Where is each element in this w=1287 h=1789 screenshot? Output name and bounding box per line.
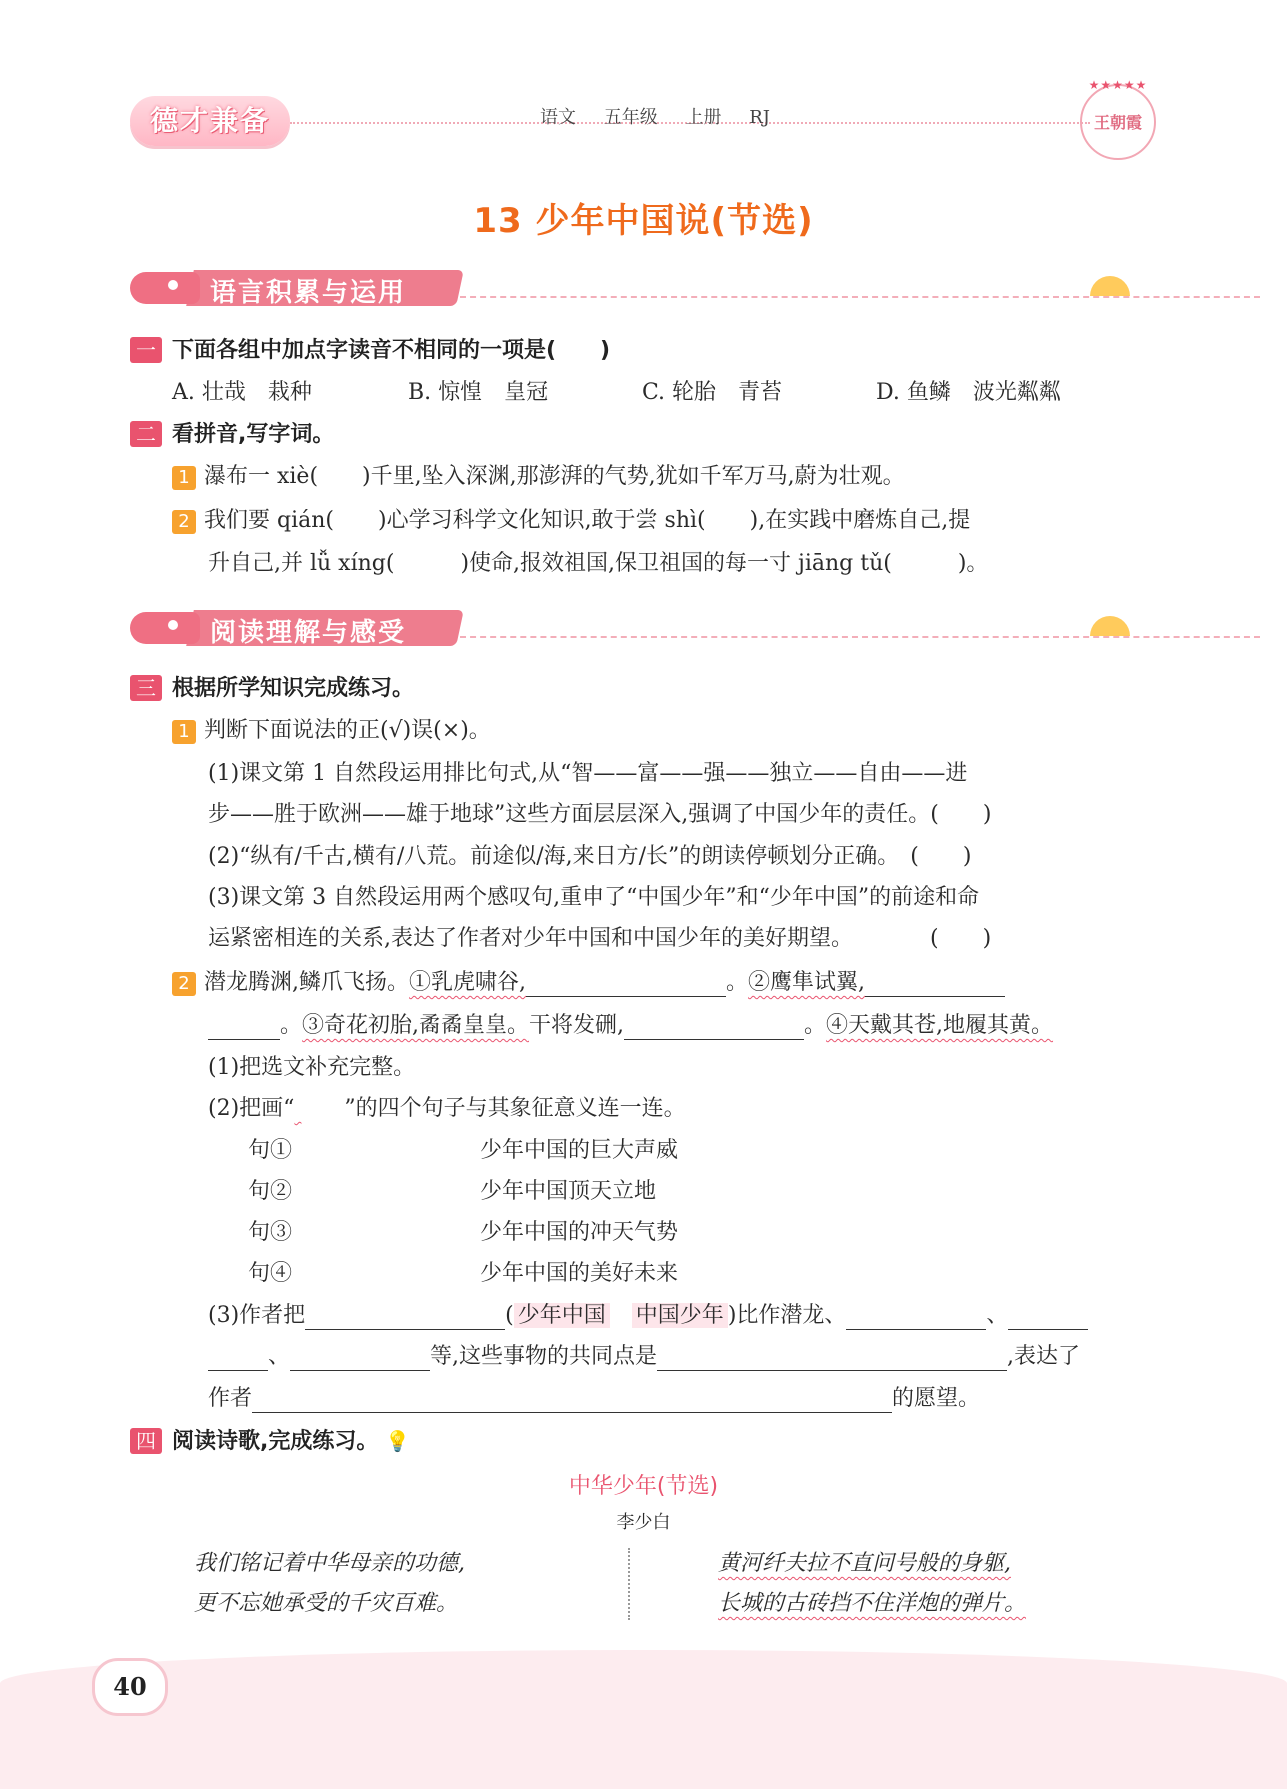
subject: 语文: [540, 107, 576, 128]
task-3: (3)作者把 ( 少年中国 中国少年 )比作潜龙、 、: [208, 1302, 1088, 1330]
question-text: 看拼音,写字词。: [172, 422, 335, 447]
task-3-text: ,表达了: [1007, 1344, 1081, 1369]
task-3-text: 作者: [208, 1386, 253, 1411]
task-3-line2: [208, 1343, 1080, 1371]
edition: RJ: [749, 107, 770, 128]
match-right-2: 少年中国顶天立地: [480, 1179, 657, 1204]
match-left-1: 句①: [248, 1138, 293, 1163]
banner-line: [460, 636, 1260, 638]
poem-title: 中华少年(节选): [568, 1474, 719, 1499]
task-3-line3: [208, 1385, 980, 1413]
task-3-text: 的愿望。: [892, 1386, 981, 1411]
question-number: 四: [130, 1428, 162, 1454]
blank[interactable]: [305, 1307, 505, 1330]
brand-logo: [130, 96, 290, 146]
term: 上册: [685, 107, 722, 128]
poem-left-2: 更不忘她承受的千灾百难。: [194, 1591, 459, 1616]
sentence-1: ①乳虎啸谷,: [409, 970, 526, 995]
option-1[interactable]: 少年中国: [514, 1303, 610, 1328]
wavy-sample: [294, 1095, 344, 1123]
poem-right-2: 长城的古砖挡不住洋炮的弹片。: [718, 1591, 1027, 1616]
seal-name: 王朝霞: [1093, 113, 1142, 132]
task-2: [208, 1095, 686, 1123]
question-1: [130, 337, 610, 365]
question-text: 下面各组中加点字读音不相同的一项是( ): [172, 338, 611, 363]
question-4: [130, 1427, 410, 1456]
q2-item-2-cont: 升自己,并 lǚ xíng( )使命,报效祖国,保卫祖国的每一寸 jiāng tǔ( )。: [208, 551, 989, 576]
question-text: 阅读诗歌,完成练习。: [172, 1429, 379, 1454]
footer-decoration: [0, 1650, 1287, 1789]
punct: 。: [280, 1013, 303, 1038]
match-right-4: 少年中国的美好未来: [480, 1261, 679, 1286]
match-right-3: 少年中国的冲天气势: [480, 1220, 679, 1245]
q3-part-2-line2: [208, 1012, 1053, 1040]
poem-right-1: 黄河纤夫拉不直问号般的身躯,: [718, 1551, 1011, 1576]
question-3: [130, 675, 414, 703]
lightbulb-icon: 💡: [385, 1429, 411, 1453]
item-text: 判断下面说法的正(√)误(×)。: [204, 718, 491, 743]
question-number: 三: [130, 675, 162, 701]
page-number: 40: [92, 1658, 168, 1716]
blank[interactable]: [208, 1348, 268, 1371]
section-banner-2: [130, 606, 1140, 650]
task-3-text: 等,这些事物的共同点是: [430, 1344, 658, 1369]
q1-option-d: D. 鱼鳞 波光粼粼: [876, 380, 1061, 405]
blank[interactable]: [624, 1017, 804, 1040]
statement-1a: (1)课文第 1 自然段运用排比句式,从“智——富——强——独立——自由——进: [208, 761, 968, 786]
question-number: 二: [130, 421, 162, 447]
blank[interactable]: [526, 974, 726, 997]
item-number: 2: [172, 510, 196, 534]
q1-option-c: C. 轮胎 青苔: [642, 380, 783, 405]
seal-stars: ★★★★★: [1088, 78, 1148, 92]
whale-icon: [130, 272, 200, 304]
item-text: 瀑布一 xiè( )千里,坠入深渊,那澎湃的气势,犹如千军万马,蔚为壮观。: [204, 464, 905, 489]
grade: 五年级: [603, 107, 658, 128]
blank[interactable]: [290, 1348, 430, 1371]
task-3-text: 比作潜龙、: [736, 1303, 847, 1328]
blank[interactable]: [865, 974, 1005, 997]
sentence-3: ③奇花初胎,矞矞皇皇。: [302, 1013, 530, 1038]
q2-item-1: [172, 463, 905, 491]
banner-line: [460, 296, 1260, 298]
blank[interactable]: [208, 1017, 280, 1040]
section-banner-1: [130, 266, 1140, 310]
lesson-title: 13 少年中国说(节选): [473, 201, 814, 241]
blank[interactable]: [252, 1390, 892, 1413]
poem-left-1: 我们铭记着中华母亲的功德,: [194, 1551, 465, 1576]
section-title: 阅读理解与感受: [210, 618, 407, 648]
poem-divider: [628, 1548, 630, 1620]
item-number: 1: [172, 720, 196, 744]
q3-part-2: [172, 969, 1005, 997]
task-1: (1)把选文补充完整。: [208, 1055, 416, 1080]
q3-part-1: [172, 717, 491, 745]
whale-icon: [130, 612, 200, 644]
item-number: 2: [172, 972, 196, 996]
author-seal: [1080, 78, 1156, 160]
brand-text: 德才兼备: [149, 104, 270, 137]
match-left-4: 句④: [248, 1261, 293, 1286]
passage-start: 潜龙腾渊,鳞爪飞扬。: [204, 970, 409, 995]
poem-author: 李少白: [616, 1512, 671, 1533]
sentence-2: ②鹰隼试翼,: [748, 970, 866, 995]
blank[interactable]: [846, 1307, 986, 1330]
question-number: 一: [130, 337, 162, 363]
q1-option-b: B. 惊惶 皇冠: [408, 380, 549, 405]
task-2-text-cont: ”的四个句子与其象征意义连一连。: [344, 1096, 686, 1121]
question-text: 根据所学知识完成练习。: [172, 676, 415, 701]
passage-mid: 干将发硎,: [529, 1013, 625, 1038]
sentence-4: ④天戴其苍,地履其黄。: [826, 1013, 1054, 1038]
punct: 。: [804, 1013, 827, 1038]
punct: 、: [986, 1303, 1009, 1328]
punct: 。: [726, 970, 749, 995]
punct: 、: [268, 1344, 291, 1369]
blank[interactable]: [1008, 1307, 1088, 1330]
task-3-text: (3)作者把: [208, 1303, 306, 1328]
item-text: 我们要 qián( )心学习科学文化知识,敢于尝 shì( ),在实践中磨炼自己,提: [204, 508, 971, 533]
task-2-text: (2)把画“: [208, 1096, 295, 1121]
statement-2: (2)“纵有/千古,横有/八荒。前途似/海,来日方/长”的朗读停顿划分正确。 ( ): [208, 844, 972, 869]
item-number: 1: [172, 466, 196, 490]
match-right-1: 少年中国的巨大声威: [480, 1138, 679, 1163]
q1-option-a: A. 壮哉 栽种: [172, 380, 312, 405]
section-title: 语言积累与运用: [210, 278, 407, 308]
option-2[interactable]: 中国少年: [632, 1303, 728, 1328]
match-left-3: 句③: [248, 1220, 293, 1245]
statement-1b: 步——胜于欧洲——雄于地球”这些方面层层深入,强调了中国少年的责任。( ): [208, 802, 992, 827]
match-left-2: 句②: [248, 1179, 293, 1204]
header-meta: [540, 103, 792, 129]
q2-item-2: [172, 507, 970, 535]
blank[interactable]: [657, 1348, 1007, 1371]
sun-icon: [1090, 276, 1130, 296]
sun-icon: [1090, 616, 1130, 636]
question-2: [130, 421, 334, 449]
statement-3a: (3)课文第 3 自然段运用两个感叹句,重申了“中国少年”和“少年中国”的前途和命: [208, 885, 980, 910]
statement-3b: 运紧密相连的关系,表达了作者对少年中国和中国少年的美好期望。 ( ): [208, 926, 992, 951]
